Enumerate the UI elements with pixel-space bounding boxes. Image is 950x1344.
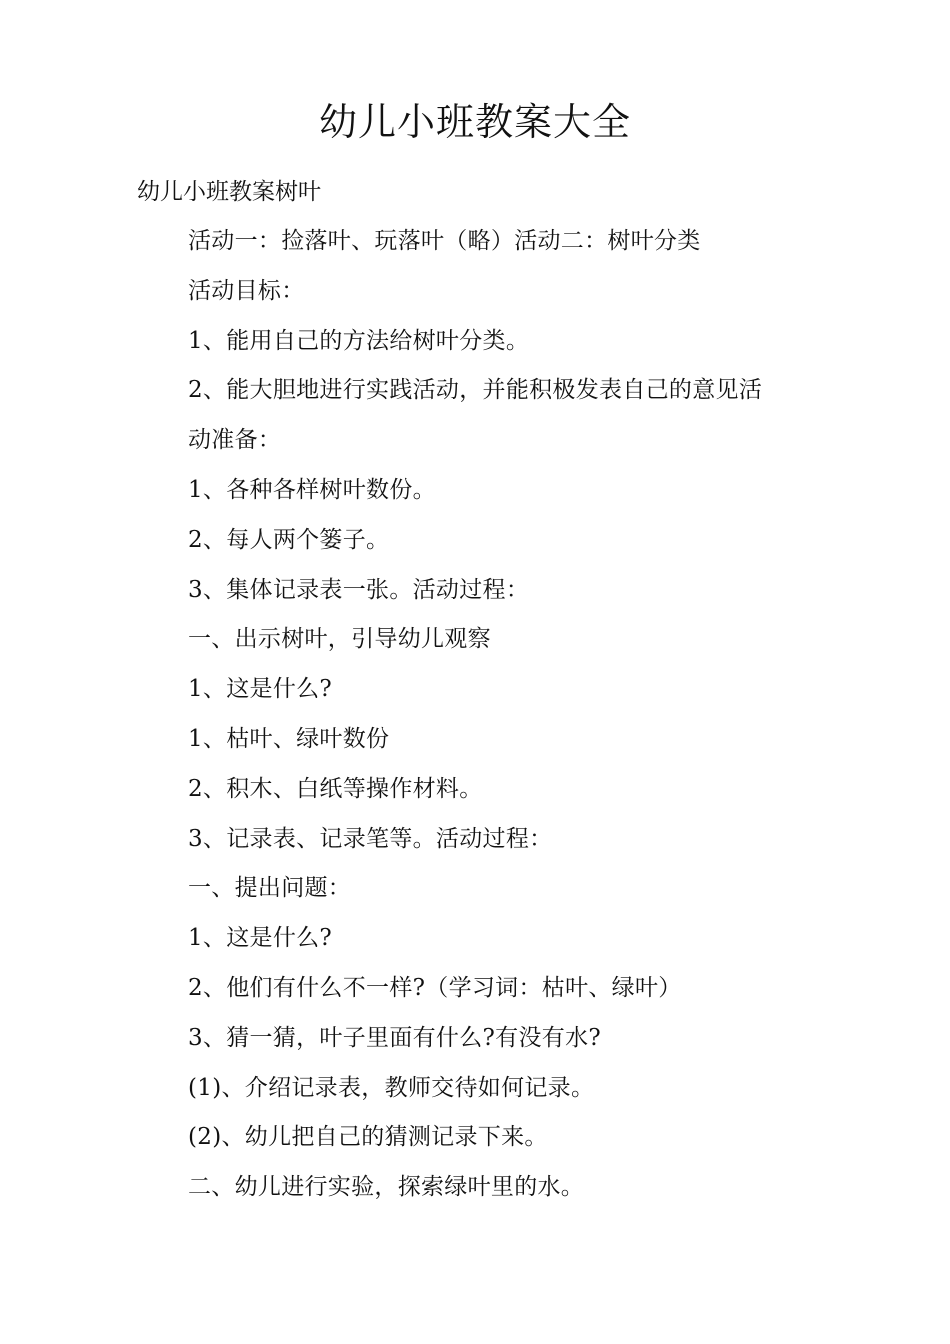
body-line: 2、每人两个篓子。: [188, 526, 390, 553]
document-title: 幼儿小班教案大全: [318, 100, 631, 144]
document-body: [188, 224, 828, 1220]
body-line: 2、他们有什么不一样?（学习词：枯叶、绿叶）: [188, 974, 682, 1001]
body-line: 二、幼儿进行实验，探索绿叶里的水。: [188, 1174, 585, 1201]
body-line: (2)、幼儿把自己的猜测记录下来。: [188, 1124, 548, 1151]
body-line: 2、积木、白纸等操作材料。: [188, 775, 483, 802]
body-line: 1、这是什么?: [188, 676, 333, 703]
body-line: 3、记录表、记录笔等。活动过程：: [188, 825, 553, 852]
body-line: 一、提出问题：: [188, 875, 352, 902]
body-line: 动准备：: [188, 427, 282, 454]
body-line: 1、能用自己的方法给树叶分类。: [188, 327, 530, 354]
body-line: 1、枯叶、绿叶数份: [188, 725, 390, 752]
body-line: 1、这是什么?: [188, 925, 333, 952]
body-line: 活动目标：: [188, 277, 305, 304]
section-heading: 幼儿小班教案树叶: [137, 179, 321, 205]
body-line: 活动一：捡落叶、玩落叶（略）活动二：树叶分类: [188, 228, 701, 254]
body-line: 3、集体记录表一张。活动过程：: [188, 576, 530, 603]
body-line: 2、能大胆地进行实践活动，并能积极发表自己的意见活: [188, 377, 763, 404]
body-line: 一、出示树叶，引导幼儿观察: [188, 626, 491, 653]
body-line: 3、猜一猜，叶子里面有什么?有没有水?: [188, 1024, 601, 1051]
body-line: (1)、介绍记录表，教师交待如何记录。: [188, 1074, 595, 1101]
body-line: 1、各种各样树叶数份。: [188, 476, 436, 503]
